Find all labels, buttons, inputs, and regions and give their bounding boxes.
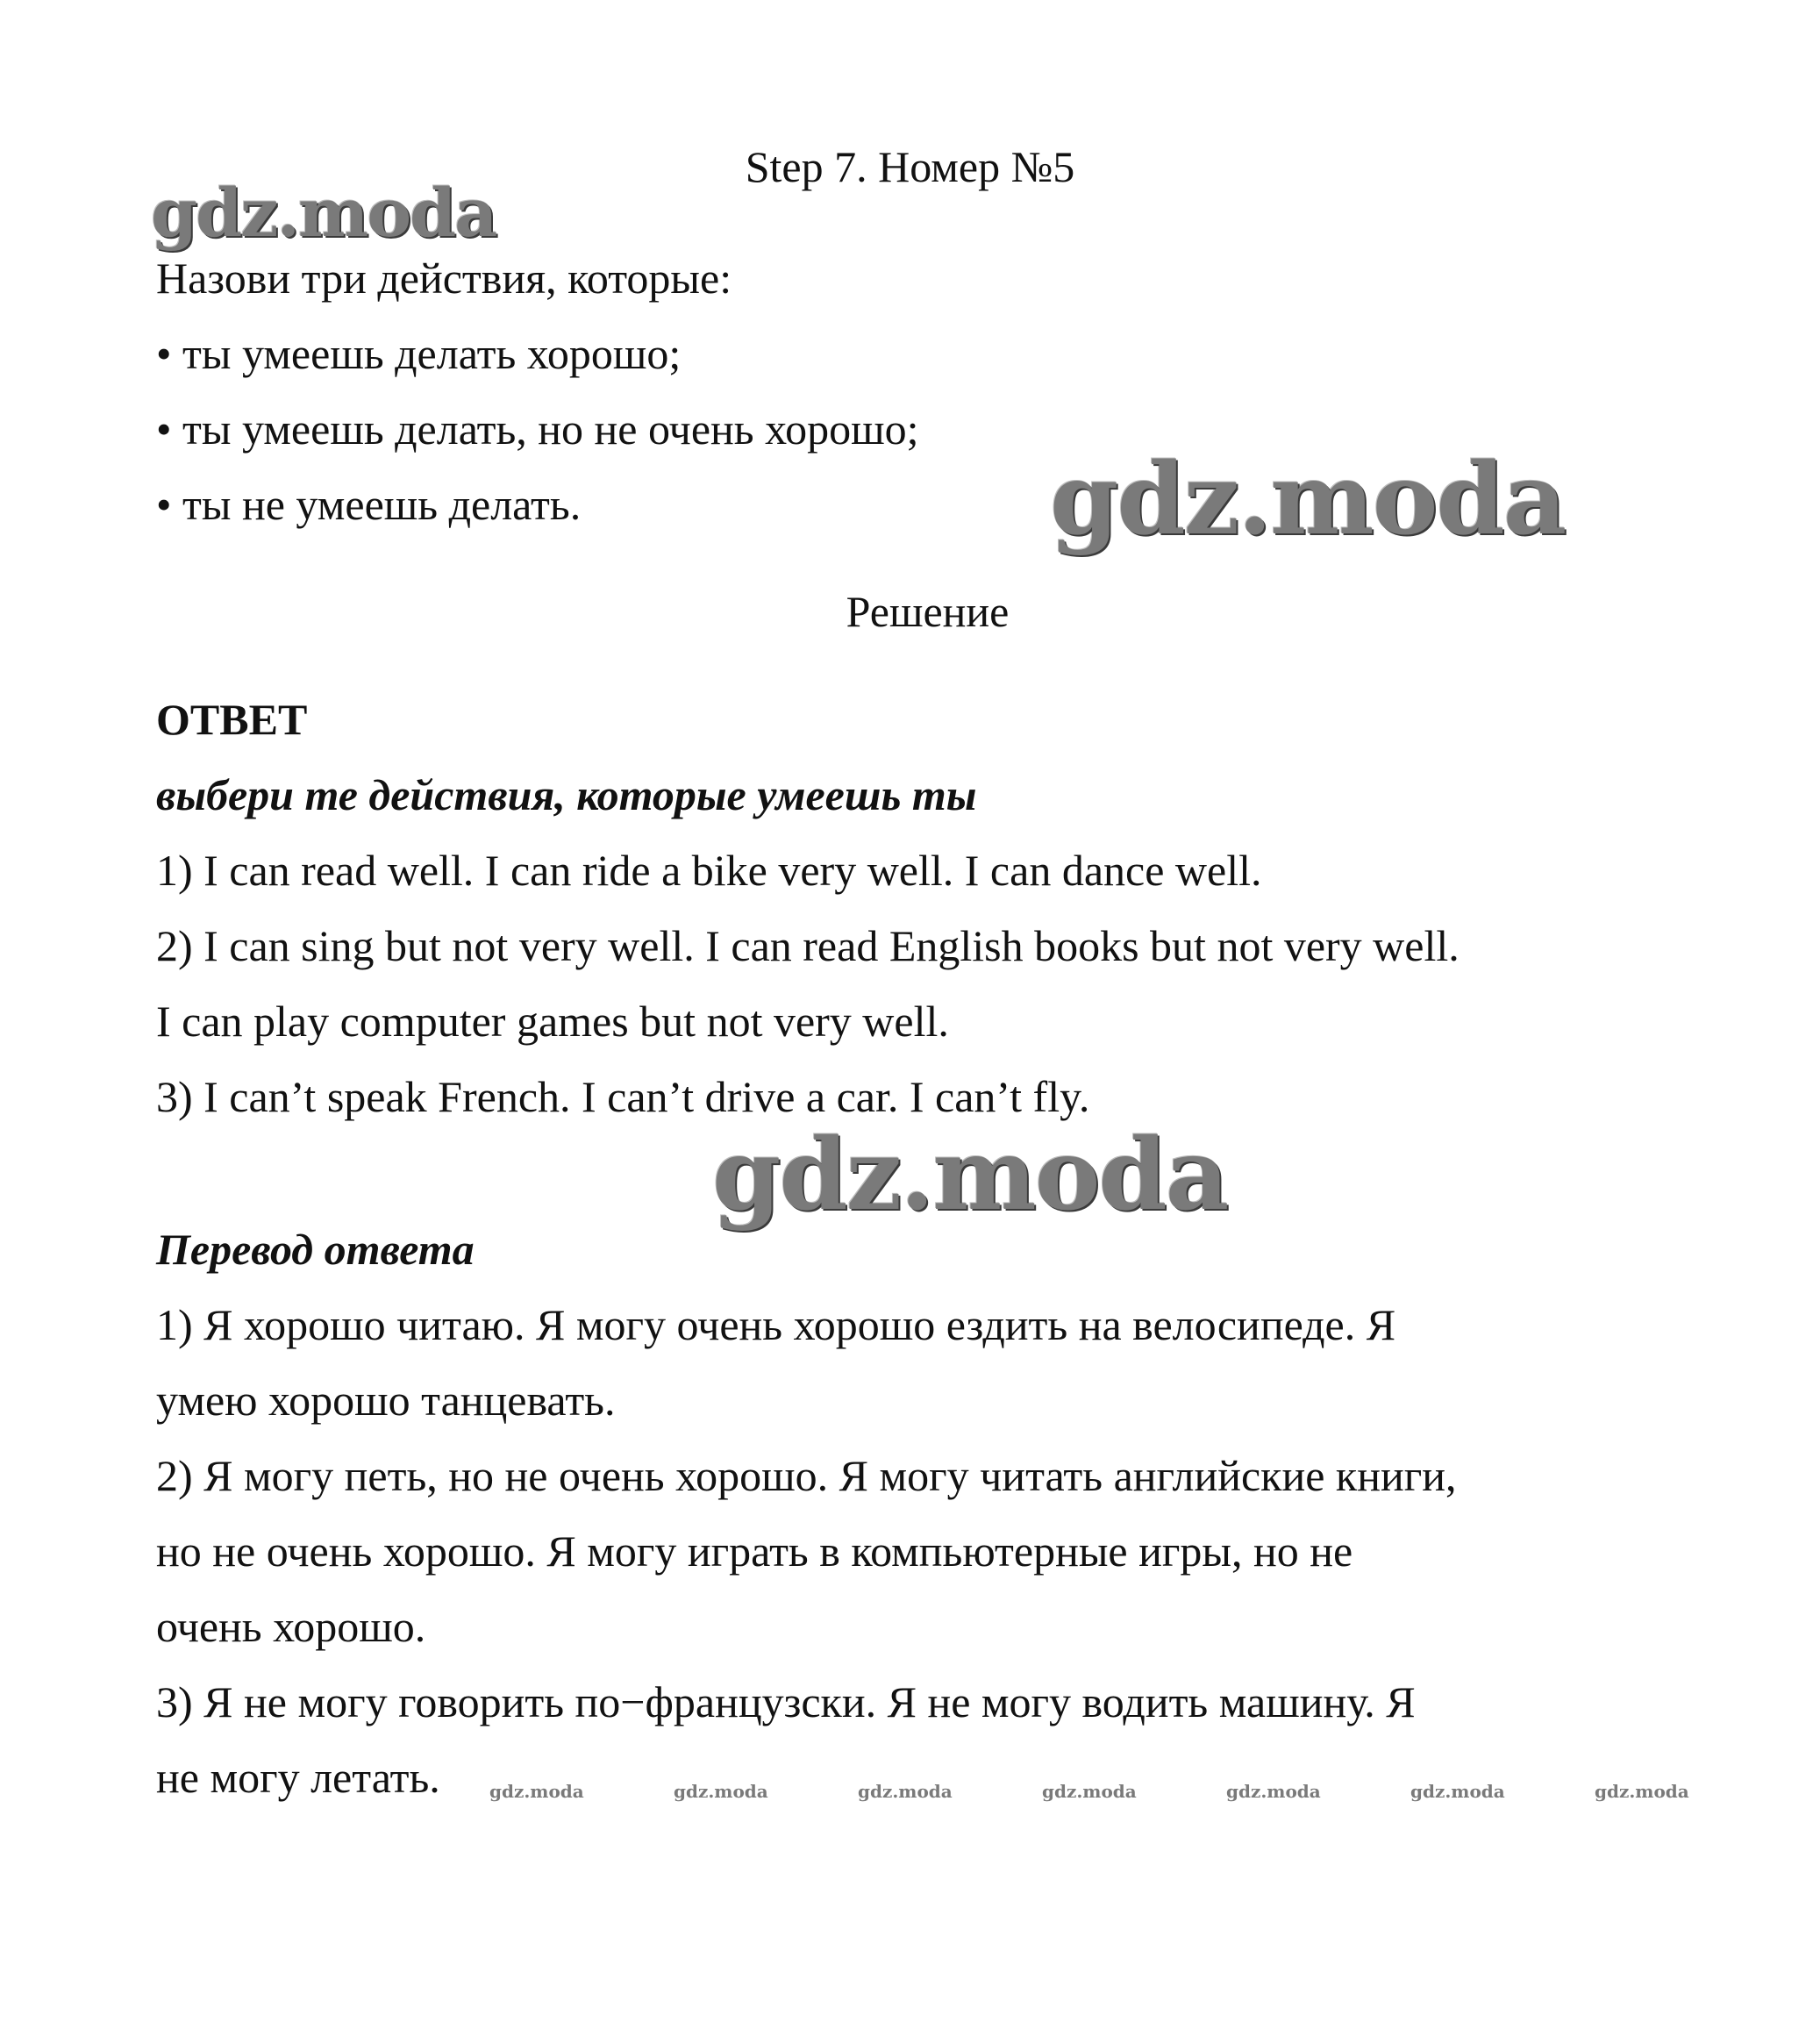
translation-line: умею хорошо танцевать. (156, 1376, 616, 1425)
task-bullet: • ты умеешь делать хорошо; (156, 329, 682, 378)
answer-line: I can play computer games but not very well. (156, 997, 949, 1046)
watermark-small: gdz.moda (674, 1781, 768, 1802)
translation-line: очень хорошо. (156, 1602, 426, 1651)
watermark-logo: gdz.moda (1050, 442, 1566, 557)
watermark-small: gdz.moda (1042, 1781, 1137, 1802)
answer-heading: ОТВЕТ (156, 695, 308, 744)
translation-line: не могу летать. (156, 1753, 440, 1802)
watermark-logo: gdz.moda (712, 1118, 1228, 1233)
watermark-small: gdz.moda (1410, 1781, 1505, 1802)
answer-instruction: выбери те действия, которые умеешь ты (156, 770, 977, 819)
translation-line: но не очень хорошо. Я могу играть в компьютерные игры, но не (156, 1526, 1353, 1576)
watermark-small: gdz.moda (1595, 1781, 1689, 1802)
watermark-small: gdz.moda (489, 1781, 584, 1802)
task-bullet: • ты умеешь делать, но не очень хорошо; (156, 404, 919, 454)
translation-line: 1) Я хорошо читаю. Я могу очень хорошо ездить на велосипеде. Я (156, 1300, 1396, 1349)
translation-heading: Перевод ответа (156, 1225, 475, 1274)
watermark-small: gdz.moda (858, 1781, 953, 1802)
task-prompt: Назови три действия, которые: (156, 254, 732, 303)
watermark-small: gdz.moda (1226, 1781, 1321, 1802)
answer-line: 1) I can read well. I can ride a bike very well. I can dance well. (156, 846, 1262, 895)
watermark-logo: gdz.moda (151, 174, 496, 252)
answer-line: 2) I can sing but not very well. I can read English books but not very well. (156, 921, 1460, 970)
translation-line: 3) Я не могу говорить по−французски. Я не могу водить машину. Я (156, 1677, 1416, 1726)
translation-line: 2) Я могу петь, но не очень хорошо. Я могу читать английские книги, (156, 1451, 1457, 1500)
task-bullet: • ты не умеешь делать. (156, 480, 582, 529)
page-title: Step 7. Номер №5 (745, 142, 1075, 191)
solution-label: Решение (846, 587, 1010, 636)
answer-line: 3) I can’t speak French. I can’t drive a car. I can’t fly. (156, 1072, 1090, 1121)
